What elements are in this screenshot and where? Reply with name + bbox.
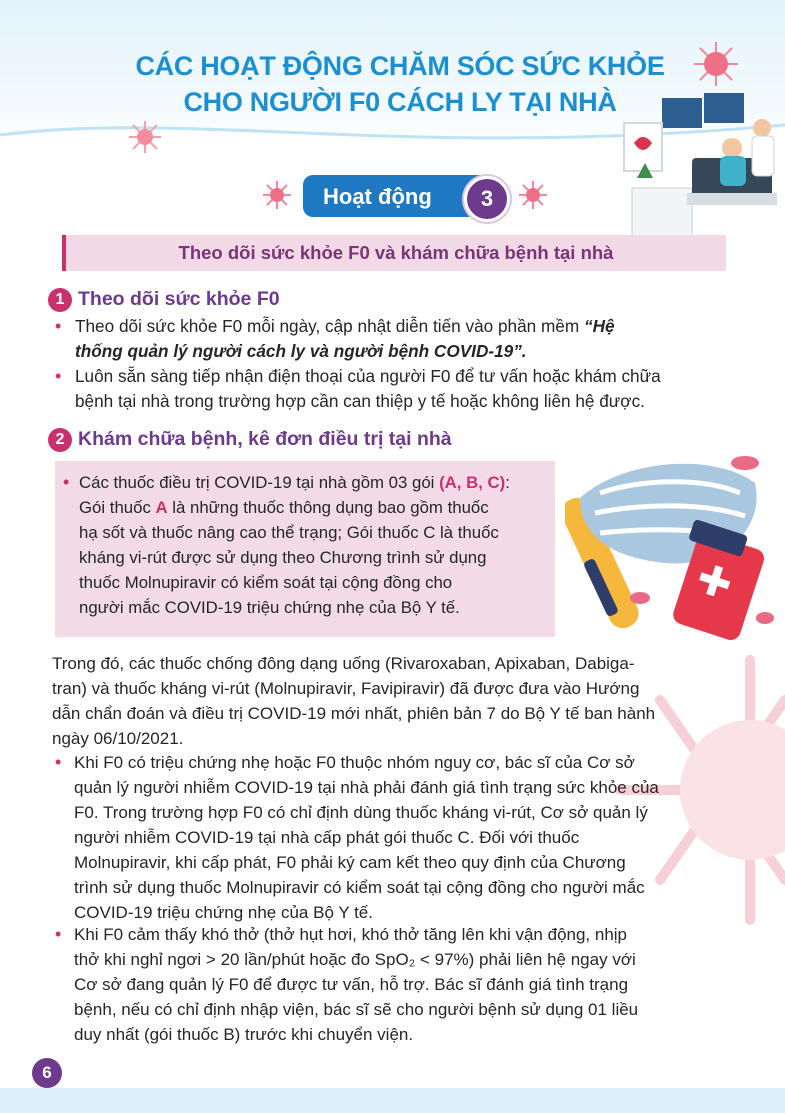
bullet-icon: • bbox=[55, 316, 62, 336]
page-title bbox=[60, 48, 740, 120]
virus-icon bbox=[262, 180, 292, 210]
text-line: thuốc Molnupiravir có kiểm soát tại cộng đồng cho bbox=[79, 573, 453, 592]
title-line: CÁC HOẠT ĐỘNG CHĂM SÓC SỨC KHỎE bbox=[135, 51, 665, 81]
text-line: tran) và thuốc kháng vi-rút (Molnupiravir, Favipiravir) đã được đưa vào Hướng bbox=[52, 679, 640, 698]
virus-icon bbox=[128, 120, 162, 154]
bullet-icon: • bbox=[55, 366, 62, 386]
text-line: quản lý người nhiễm COVID-19 tại nhà phải đánh giá tình trạng sức khỏe của bbox=[74, 778, 659, 797]
footer-band bbox=[0, 1088, 785, 1113]
text-line: F0. Trong trường hợp F0 có chỉ định dùng thuốc kháng vi-rút, Cơ sở quản lý bbox=[74, 803, 648, 822]
text-line: thở khi nghỉ ngơi > 20 lần/phút hoặc đo SpO₂ < 97%) phải liên hệ ngay với bbox=[74, 950, 636, 969]
subtitle-bar bbox=[62, 235, 726, 271]
title-line: CHO NGƯỜI F0 CÁCH LY TẠI NHÀ bbox=[183, 87, 617, 117]
text-line: Cơ sở đang quản lý F0 để được tư vấn, hỗ trợ. Bác sĩ đánh giá tình trạng bbox=[74, 975, 629, 994]
section-title: Theo dõi sức khỏe F0 bbox=[78, 288, 280, 310]
text-line: Luôn sẵn sàng tiếp nhận điện thoại của người F0 để tư vấn hoặc khám chữa bbox=[75, 366, 661, 386]
text-line: là những thuốc thông dụng bao gồm thuốc bbox=[167, 498, 489, 517]
text-line: Khi F0 cảm thấy khó thở (thở hụt hơi, khó thở tăng lên khi vận động, nhịp bbox=[74, 925, 628, 944]
list-item bbox=[74, 750, 744, 925]
list-item bbox=[75, 314, 715, 364]
subtitle-text: Theo dõi sức khỏe F0 và khám chữa bệnh tại nhà bbox=[178, 242, 614, 263]
text-line: bệnh tại nhà trong trường hợp cần can thiệp y tế hoặc không liên hệ được. bbox=[75, 391, 645, 411]
list-item bbox=[75, 364, 735, 414]
activity-badge bbox=[303, 175, 498, 217]
section-heading-1 bbox=[48, 288, 280, 312]
activity-label: Hoạt động bbox=[323, 184, 432, 209]
text-line: : bbox=[505, 473, 510, 492]
text-line: kháng vi-rút được sử dụng theo Chương trình sử dụng bbox=[79, 548, 487, 567]
section-heading-2 bbox=[48, 428, 452, 452]
text-line: dẫn chẩn đoán và điều trị COVID-19 mới nhất, phiên bản 7 do Bộ Y tế ban hành bbox=[52, 704, 656, 723]
activity-number: 3 bbox=[464, 176, 510, 222]
text-line: ngày 06/10/2021. bbox=[52, 729, 184, 748]
text-line: người nhiễm COVID-19 tại nhà cấp phát gói thuốc C. Đối với thuốc bbox=[74, 828, 580, 847]
text-line: hạ sốt và thuốc nâng cao thể trạng; Gói thuốc C là thuốc bbox=[79, 523, 499, 542]
section-number: 2 bbox=[48, 428, 72, 452]
list-item bbox=[74, 922, 744, 1047]
list-item bbox=[79, 470, 549, 620]
bullet-icon: • bbox=[55, 924, 62, 944]
mask-medicine-illustration bbox=[565, 438, 780, 648]
text-line: A bbox=[155, 498, 168, 517]
text-line: Theo dõi sức khỏe F0 mỗi ngày, cập nhật diễn tiến vào phần mềm bbox=[75, 316, 584, 336]
text-line: (A, B, C) bbox=[439, 473, 506, 492]
text-line: thống quản lý người cách ly và người bệnh COVID-19”. bbox=[75, 341, 527, 361]
text-line: duy nhất (gói thuốc B) trước khi chuyển viện. bbox=[74, 1025, 414, 1044]
text-line: Trong đó, các thuốc chống đông dạng uống (Rivaroxaban, Apixaban, Dabiga- bbox=[52, 654, 635, 673]
text-line: Molnupiravir, khi cấp phát, F0 phải ký cam kết theo quy định của Chương bbox=[74, 853, 626, 872]
virus-icon bbox=[518, 180, 548, 210]
text-line: bệnh, nếu có chỉ định nhập viện, bác sĩ sẽ cho người bệnh sử dụng 01 liều bbox=[74, 1000, 639, 1019]
section-number: 1 bbox=[48, 288, 72, 312]
body-paragraph bbox=[52, 651, 742, 751]
bullet-icon: • bbox=[55, 752, 62, 772]
page-number: 6 bbox=[32, 1058, 62, 1088]
text-line: người mắc COVID-19 triệu chứng nhẹ của Bộ Y tế. bbox=[79, 598, 460, 617]
text-line: COVID-19 triệu chứng nhẹ của Bộ Y tế. bbox=[74, 903, 373, 922]
text-line: Các thuốc điều trị COVID-19 tại nhà gồm 03 gói bbox=[79, 473, 440, 492]
section-title: Khám chữa bệnh, kê đơn điều trị tại nhà bbox=[78, 428, 452, 450]
text-line: “Hệ bbox=[583, 316, 615, 336]
text-line: Khi F0 có triệu chứng nhẹ hoặc F0 thuộc nhóm nguy cơ, bác sĩ của Cơ sở bbox=[74, 753, 635, 772]
bullet-icon: • bbox=[63, 472, 70, 492]
text-line: Gói thuốc bbox=[79, 498, 156, 517]
text-line: trình sử dụng thuốc Molnupiravir có kiểm soát tại cộng đồng cho người mắc bbox=[74, 878, 645, 897]
